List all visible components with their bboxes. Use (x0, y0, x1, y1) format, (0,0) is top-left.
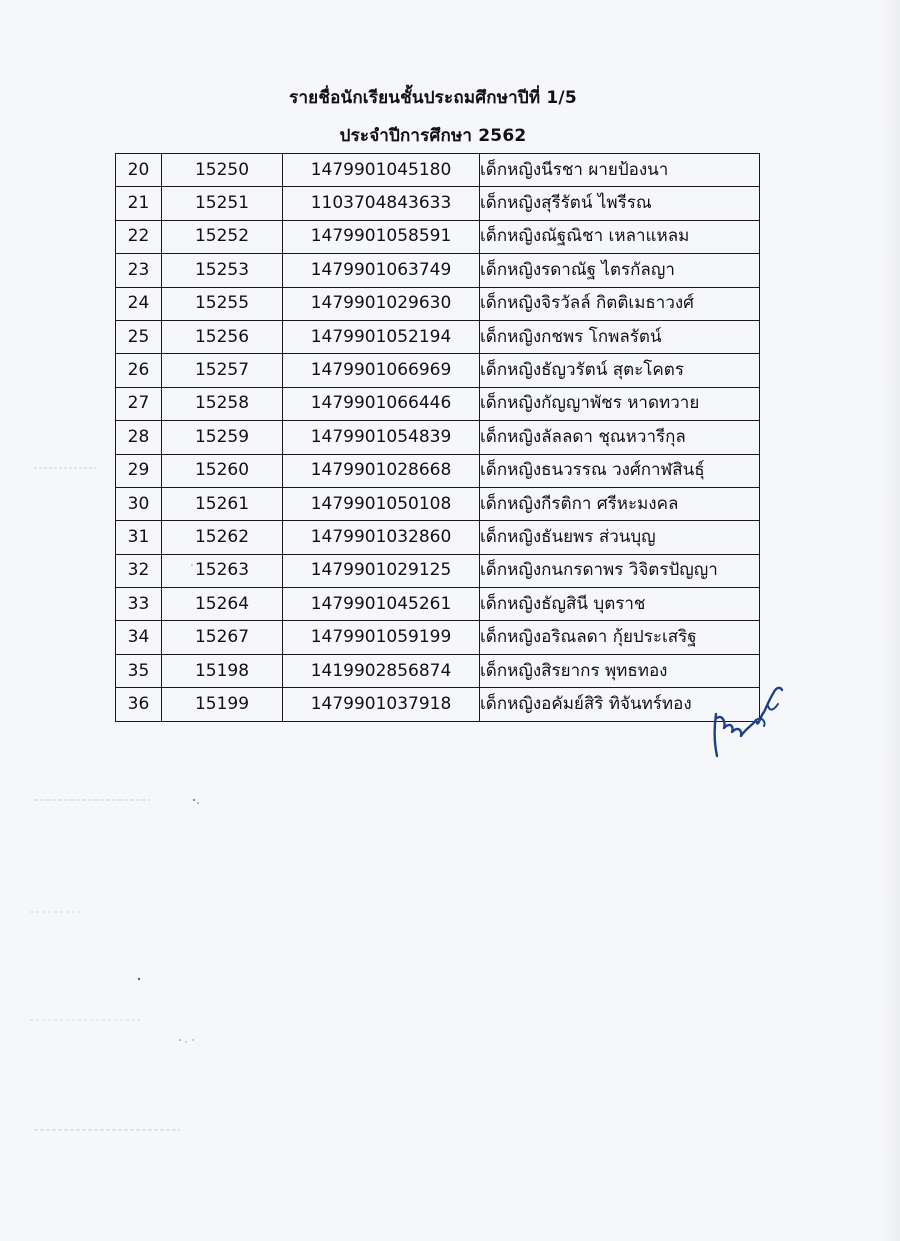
national-id-cell: 1479901058591 (283, 220, 480, 253)
row-number-cell: 32 (116, 554, 162, 587)
national-id-cell: 1479901045180 (283, 154, 480, 187)
table-row (116, 588, 760, 621)
student-id-cell: 15267 (162, 621, 283, 654)
row-number-cell: 36 (116, 688, 162, 721)
student-id-cell: 15261 (162, 487, 283, 520)
student-name-cell: เด็กหญิงณัฐณิชา เหลาแหลม (480, 220, 760, 253)
row-number-cell: 29 (116, 454, 162, 487)
student-name-cell: เด็กหญิงสุรีรัตน์ ไพรีรณ (480, 187, 760, 220)
row-number-cell: 31 (116, 521, 162, 554)
row-number-cell: 23 (116, 254, 162, 287)
row-number-cell: 22 (116, 220, 162, 253)
student-name-cell: เด็กหญิงลัลลดา ชุณหวารีกุล (480, 421, 760, 454)
national-id-cell: 1479901063749 (283, 254, 480, 287)
student-id-cell: 15250 (162, 154, 283, 187)
table-row (116, 354, 760, 387)
student-id-cell: 15256 (162, 320, 283, 353)
document-subtitle: ประจำปีการศึกษา 2562 (339, 126, 527, 146)
student-id-cell: 15259 (162, 421, 283, 454)
table-row (116, 320, 760, 353)
student-id-cell: 15199 (162, 688, 283, 721)
national-id-cell: 1479901029630 (283, 287, 480, 320)
table-row (116, 688, 760, 721)
row-number-cell: 24 (116, 287, 162, 320)
national-id-cell: 1479901037918 (283, 688, 480, 721)
student-id-cell: 15257 (162, 354, 283, 387)
student-id-cell: 15251 (162, 187, 283, 220)
student-name-cell: เด็กหญิงสิรยากร พุทธทอง (480, 654, 760, 687)
row-number-cell: 28 (116, 421, 162, 454)
national-id-cell: 1419902856874 (283, 654, 480, 687)
row-number-cell: 27 (116, 387, 162, 420)
table-row (116, 254, 760, 287)
row-number-cell: 33 (116, 588, 162, 621)
national-id-cell: 1479901050108 (283, 487, 480, 520)
national-id-cell: 1479901045261 (283, 588, 480, 621)
table-row (116, 487, 760, 520)
national-id-cell: 1479901066446 (283, 387, 480, 420)
row-number-cell: 34 (116, 621, 162, 654)
table-row (116, 654, 760, 687)
student-id-cell: 15263 (162, 554, 283, 587)
row-number-cell: 25 (116, 320, 162, 353)
student-roster-body (116, 154, 760, 722)
document-title: รายชื่อนักเรียนชั้นประถมศึกษาปีที่ 1/5 (289, 88, 577, 108)
table-row (116, 454, 760, 487)
student-name-cell: เด็กหญิงธันยพร ส่วนบุญ (480, 521, 760, 554)
student-id-cell: 15264 (162, 588, 283, 621)
table-row (116, 287, 760, 320)
row-number-cell: 26 (116, 354, 162, 387)
table-row (116, 554, 760, 587)
national-id-cell: 1479901059199 (283, 621, 480, 654)
row-number-cell: 35 (116, 654, 162, 687)
student-name-cell: เด็กหญิงกีรติกา ศรีหะมงคล (480, 487, 760, 520)
student-name-cell: เด็กหญิงนีรชา ผายป้องนา (480, 154, 760, 187)
signature-mark (708, 676, 790, 764)
student-name-cell: เด็กหญิงธัญสินี บุตราช (480, 588, 760, 621)
row-number-cell: 30 (116, 487, 162, 520)
student-name-cell: เด็กหญิงอริณลดา กุ้ยประเสริฐ (480, 621, 760, 654)
student-name-cell: เด็กหญิงธัญวรัตน์ สุตะโคตร (480, 354, 760, 387)
national-id-cell: 1479901052194 (283, 320, 480, 353)
scan-edge-shadow (882, 0, 900, 1241)
student-id-cell: 15198 (162, 654, 283, 687)
student-name-cell: เด็กหญิงกัญญาพัชร หาดทวาย (480, 387, 760, 420)
student-name-cell: เด็กหญิงจิรวัลล์ กิตติเมธาวงศ์ (480, 287, 760, 320)
national-id-cell: 1479901028668 (283, 454, 480, 487)
table-row (116, 187, 760, 220)
row-number-cell: 20 (116, 154, 162, 187)
table-row (116, 154, 760, 187)
table-row (116, 421, 760, 454)
national-id-cell: 1479901066969 (283, 354, 480, 387)
student-name-cell: เด็กหญิงกนกรดาพร วิจิตรปัญญา (480, 554, 760, 587)
student-id-cell: 15260 (162, 454, 283, 487)
student-name-cell: เด็กหญิงรดาณัฐ ไตรกัลญา (480, 254, 760, 287)
national-id-cell: 1479901029125 (283, 554, 480, 587)
row-number-cell: 21 (116, 187, 162, 220)
national-id-cell: 1479901032860 (283, 521, 480, 554)
table-row (116, 621, 760, 654)
student-name-cell: เด็กหญิงอคัมย์สิริ ทิจันทร์ทอง (480, 688, 760, 721)
student-id-cell: 15258 (162, 387, 283, 420)
table-row (116, 387, 760, 420)
student-id-cell: 15253 (162, 254, 283, 287)
student-id-cell: 15252 (162, 220, 283, 253)
table-row (116, 220, 760, 253)
student-name-cell: เด็กหญิงธนวรรณ วงศ์กาฬสินธุ์ (480, 454, 760, 487)
national-id-cell: 1479901054839 (283, 421, 480, 454)
student-id-cell: 15262 (162, 521, 283, 554)
national-id-cell: 1103704843633 (283, 187, 480, 220)
table-row (116, 521, 760, 554)
student-id-cell: 15255 (162, 287, 283, 320)
student-name-cell: เด็กหญิงกชพร โกพลรัตน์ (480, 320, 760, 353)
student-roster-table (115, 153, 760, 722)
